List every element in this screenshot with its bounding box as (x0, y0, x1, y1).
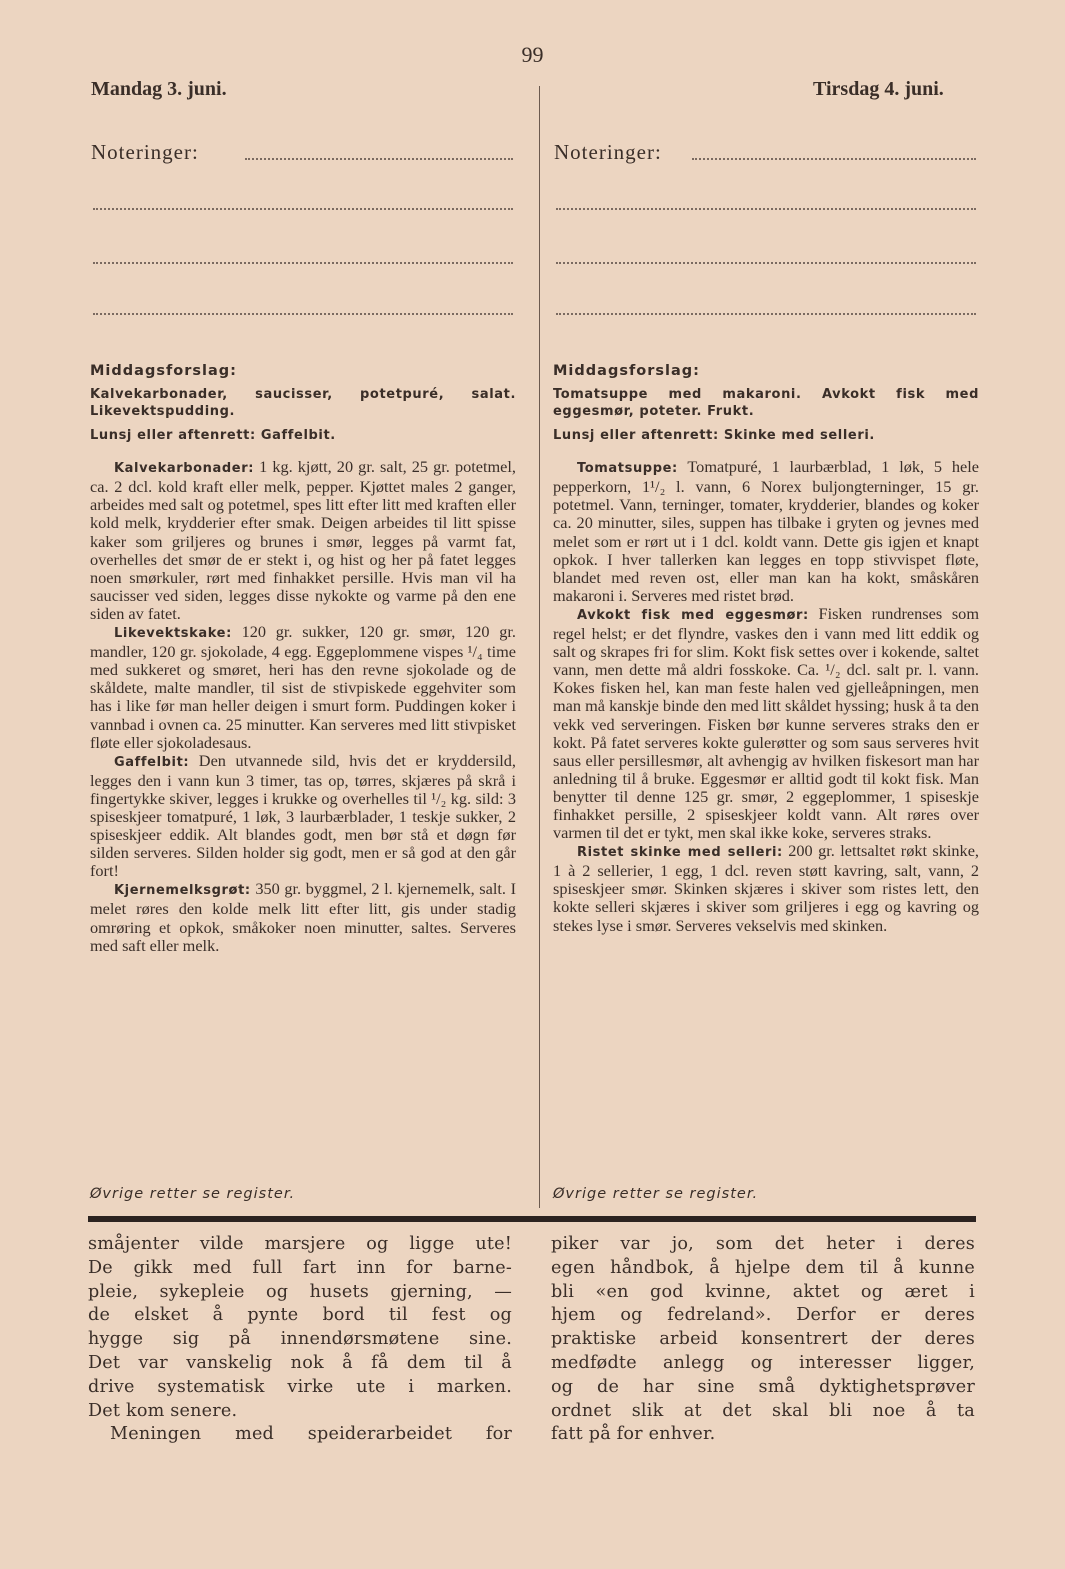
essay-line: egen håndbok, å hjelpe dem til å kunne (551, 1257, 975, 1278)
essay-column-left (88, 1233, 512, 1447)
notes-line[interactable] (556, 262, 976, 264)
notes-line[interactable] (93, 262, 513, 264)
recipe-text: 350 gr. byggmel, 2 l. kjernemelk, salt. I melet røres den kolde melk litt efter litt, gis under stadig omrøring et opkok, småkoker noen minutter, saltes. Serveres med saft eller melk. (90, 879, 516, 955)
essay-line: ordnet slik at det skal bli noe å ta (551, 1400, 975, 1421)
notes-line[interactable] (692, 158, 976, 160)
recipe (90, 623, 516, 752)
notes-label-left: Noteringer: (91, 140, 199, 164)
essay-line: de elsket å pynte bord til fest og (88, 1305, 512, 1326)
recipe-text: 1 kg. kjøtt, 20 gr. salt, 25 gr. potetmel, ca. 2 dcl. kold kraft eller melk, pepper. Kjøttet males 2 ganger, arbeides med salt og potetmel, spes litt efter litt med kraften eller kold melk, krydderier efter smak. Deigen arbeides til litt spisse kaker som griljeres og brunes i smør, legges på varmt fat, overhelles det smør de er stekt i, og hist og her på fatet legges noen smørkuler, rørt med finhakket persille. Hvis man vil ha saucisser ved siden, legges disse nykokte og varme på den ene siden av fatet. (90, 457, 516, 623)
recipe-column-left (90, 362, 516, 955)
notes-left (91, 140, 521, 165)
dinner-menu: Tomatsuppe med makaroni. Avkokt fisk med eggesmør, poteter. Frukt. (553, 387, 979, 420)
dinner-menu: Kalvekarbonader, saucisser, potetpuré, salat. Likevektspudding. (90, 387, 516, 420)
recipe (90, 880, 516, 954)
essay-line: småjenter vilde marsjere og ligge ute! (88, 1234, 512, 1254)
footer-note-left: Øvrige retter se register. (90, 1186, 296, 1202)
essay-line: Det var vanskelig nok å få dem til å (88, 1352, 512, 1373)
essay-column-right (551, 1233, 975, 1447)
recipe (553, 458, 979, 605)
essay-line: drive systematisk virke ute i marken. (88, 1376, 512, 1397)
section-rule (88, 1216, 976, 1222)
notes-line[interactable] (93, 313, 513, 315)
recipe-text: Tomatpuré, 1 laurbærblad, 1 løk, 5 hele pepperkorn, 1¹/₂ l. vann, 6 Norex buljongterninger, 15 gr. potetmel. Vann, terninger, tomater, krydderier, blandes og koker ca. 20 minutter, siles, suppen has tilbake i gryten og jevnes med melet som er rørt ut i 1 dcl. koldt vann. Dette gis igjen et knapt opkok. I hver tallerken kan legges en topp stivvispet fløte, blandet med reven ost, eller man kan ha kokt, småskåren makaroni i. Serveres med ristet brød. (553, 457, 979, 605)
essay-line: Det kom senere. (88, 1400, 238, 1421)
page-number: 99 (521, 42, 544, 67)
recipe (90, 458, 516, 623)
footer-note-right: Øvrige retter se register. (553, 1186, 759, 1202)
recipe-name: Gaffelbit: (114, 754, 190, 770)
essay-line: bli «en god kvinne, aktet og æret i (551, 1281, 975, 1302)
dinner-heading: Middagsforslag: (553, 363, 700, 379)
recipe-text: Fisken rundrenses som regel helst; er det flyndre, vaskes den i vann med litt eddik og salt og skrapes fri for slim. Kokt fisk settes over i kokende, saltet vann, men dette må aldri fosskoke. Ca. ¹/₂ dcl. salt pr. l. vann. Kokes fisken hel, kan man feste halen ved gjelleåpningen, men man må kanskje binde den med litt skåldet hyssing; husk å ta den vekk ved serveringen. Fisken bør kunne serveres straks den er kokt. På fatet serveres kokte gulerøtter og som saus serveres hvit saus eller persillesmør, alt avhengig av hvilken fiskesort man har anledning til å bruke. Eggesmør er alltid godt til kokt fisk. Man benytter til denne 125 gr. smør, 2 eggeplommer, 1 spiseskje finhakket persille, 2 spiseskjeer koldt vann. Alt røres over varmen til det er tykt, men skal ikke koke, serveres straks. (553, 603, 979, 843)
essay-line: hjem og fedreland». Derfor er deres (551, 1305, 975, 1326)
recipe (90, 752, 516, 881)
recipe-text: Den utvannede sild, hvis det er kryddersild, legges den i vann kun 3 timer, tas op, tørres, skjæres på skrå i fingertykke skiver, legges i krukke og overhelles til ¹/₂ kg. sild: 3 spiseskjeer tomatpuré, 1 løk, 3 laurbærblader, 1 teskje sukker, 2 spiseskjeer eddik. Alt blandes godt, men bør stå et døgn før silden serveres. Silden holder sig godt, men er så god at den går fort! (90, 750, 516, 881)
lunch-suggestion: Lunsj eller aftenrett: Gaffelbit. (90, 428, 336, 444)
recipe-name: Avkokt fisk med eggesmør: (577, 607, 809, 623)
recipe-name: Tomatsuppe: (577, 461, 678, 477)
lunch-suggestion: Lunsj eller aftenrett: Skinke med selleri. (553, 428, 875, 444)
essay-line: pleie, sykepleie og husets gjerning, — (88, 1281, 512, 1302)
essay-line: piker var jo, som det heter i deres (551, 1234, 975, 1254)
essay-line: hygge sig på innendørsmøtene sine. (88, 1329, 512, 1350)
essay-line: De gikk med full fart inn for barne- (88, 1257, 512, 1278)
day-title-left: Mandag 3. juni. (91, 78, 227, 100)
recipe-text: 200 gr. lettsaltet røkt skinke, 1 à 2 sellerier, 1 egg, 1 dcl. reven støtt kavring, salt, vann, 2 spiseskjeer smør. Skinken skjæres i skiver som ristes lett, den kokte selleri skjæres i skiver som griljeres i egg og kavring og stekes lyse i smør. Serveres vekselvis med skinken. (553, 841, 979, 935)
day-title-right: Tirsdag 4. juni. (813, 78, 944, 100)
notes-line[interactable] (556, 208, 976, 210)
notes-line[interactable] (93, 208, 513, 210)
essay-line: medfødte anlegg og interesser ligger, (551, 1352, 975, 1373)
recipe (553, 605, 979, 842)
essay-line: fatt på for enhver. (551, 1424, 716, 1445)
recipe-name: Ristet skinke med selleri: (577, 845, 783, 861)
notes-line[interactable] (245, 158, 513, 160)
notes-line[interactable] (556, 313, 976, 315)
essay-line: og de har sine små dyktighetsprøver (551, 1376, 975, 1397)
recipe-column-right (553, 362, 979, 935)
essay-line: praktiske arbeid konsentrert der deres (551, 1329, 975, 1350)
notes-right (554, 140, 984, 165)
notes-label-right: Noteringer: (554, 140, 662, 164)
recipe-text: 120 gr. sukker, 120 gr. smør, 120 gr. mandler, 120 gr. sjokolade, 4 egg. Eggeplommene vispes ¹/₄ time med sukkeret og smøret, heri has den revne sjokolade og de skåldete, malte mandler, til sist de stivpiskede eggehviter som has i like før man heller deigen i smurt form. Puddingen koker i vannbad i ovnen ca. 25 minutter. Kan serveres med litt stivpisket fløte eller sjokoladesaus. (90, 622, 516, 752)
recipe (553, 842, 979, 934)
essay-line: Meningen med speiderarbeidet for (110, 1424, 512, 1445)
recipe-name: Kalvekarbonader: (114, 461, 255, 477)
recipe-name: Likevektskake: (114, 626, 232, 642)
recipe-name: Kjernemelksgrøt: (114, 883, 251, 899)
column-divider (539, 86, 540, 1208)
dinner-heading: Middagsforslag: (90, 363, 237, 379)
